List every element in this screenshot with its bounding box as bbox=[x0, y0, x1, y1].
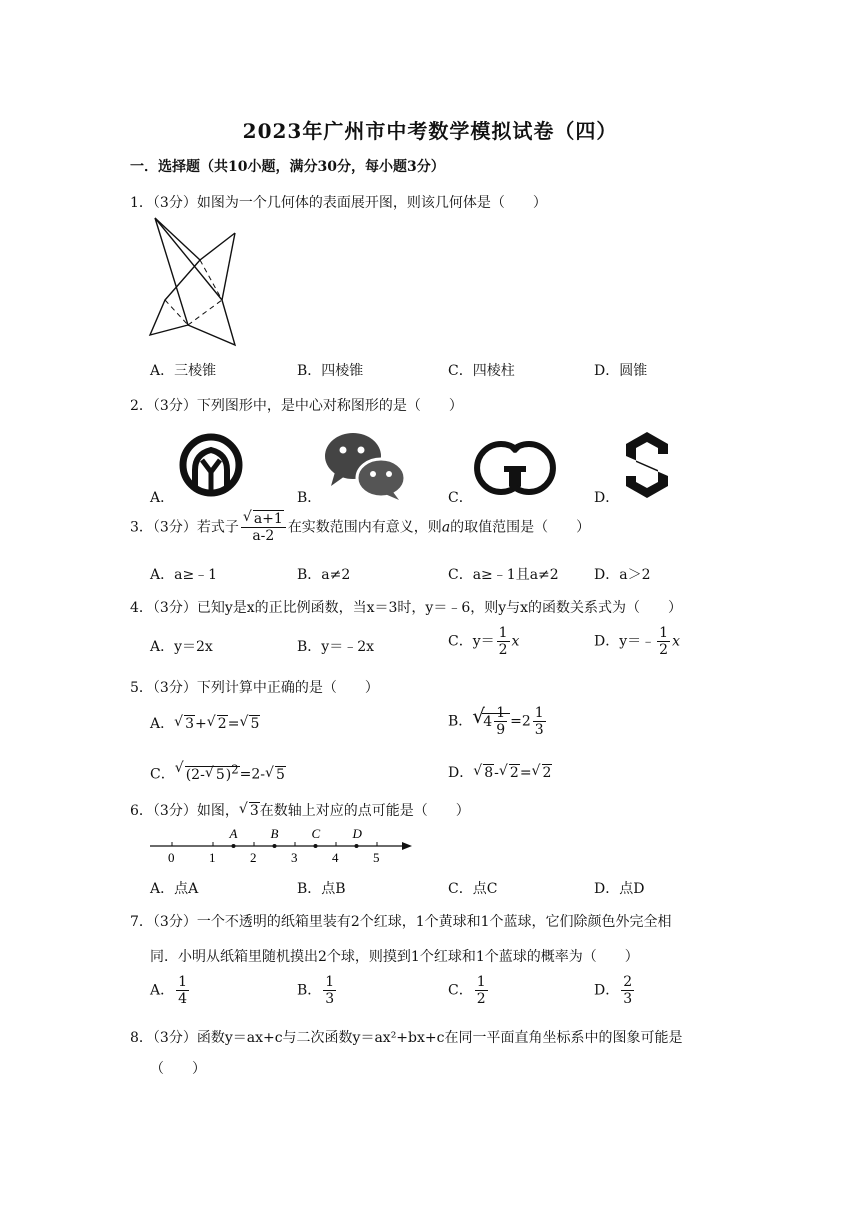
q4-option-b[interactable]: B．y＝﹣2x bbox=[297, 639, 374, 655]
q5-option-d[interactable] bbox=[448, 762, 552, 782]
number-line-tick-label: 1 bbox=[209, 850, 216, 865]
q5-c-eq: =2- bbox=[239, 766, 266, 783]
q7-option-d[interactable] bbox=[594, 975, 636, 1006]
q4-c-num: 1 bbox=[498, 625, 508, 641]
hexagon-s-icon bbox=[620, 428, 674, 500]
q5-d-root1: 8 bbox=[484, 765, 494, 781]
q2-option-a[interactable]: A． bbox=[150, 490, 175, 506]
q5-d-eq: = bbox=[519, 765, 532, 781]
q7-line2: 同．小明从纸箱里随机摸出2个球，则摸到1个红球和1个蓝球的概率为（ ） bbox=[150, 949, 639, 965]
q5-d-label: D． bbox=[448, 765, 474, 781]
q6-stem bbox=[130, 800, 470, 820]
q5-c-root: 5 bbox=[215, 766, 225, 783]
q7-line1: 7．（3分）一个不透明的纸箱里装有2个红球，1个黄球和1个蓝球，它们除颜色外完全相 bbox=[130, 914, 672, 930]
number-line-point bbox=[314, 844, 318, 848]
q5-a-label: A． bbox=[150, 716, 175, 732]
chat-bubbles-icon bbox=[323, 430, 407, 500]
q4-c-den: 2 bbox=[498, 642, 508, 658]
q4-option-d[interactable] bbox=[594, 626, 680, 657]
q5-c-root2: 5 bbox=[276, 766, 285, 783]
q7-d-num: 2 bbox=[623, 974, 633, 990]
q5-b-whole: 4 bbox=[483, 713, 493, 730]
q6-post: 在数轴上对应的点可能是（ ） bbox=[259, 803, 470, 819]
q7-option-b[interactable] bbox=[297, 975, 338, 1006]
q5-a-root3: 5 bbox=[250, 716, 260, 732]
q7-c-den: 2 bbox=[476, 991, 486, 1007]
q5-option-c[interactable] bbox=[150, 762, 286, 784]
q5-d-root3: 2 bbox=[542, 765, 552, 781]
number-line-tick-label: 5 bbox=[373, 850, 380, 865]
q5-b-rden: 3 bbox=[534, 722, 544, 738]
q4-d-num: 1 bbox=[659, 625, 669, 641]
q7-option-c[interactable] bbox=[448, 975, 490, 1006]
number-line-point-label: C bbox=[311, 826, 321, 841]
number-line-tick-label: 0 bbox=[168, 850, 175, 865]
q2-option-d[interactable]: D． bbox=[594, 490, 620, 506]
number-line-tick-label: 4 bbox=[332, 850, 339, 865]
q7-a-num: 1 bbox=[178, 974, 188, 990]
q5-d-root2: 2 bbox=[509, 765, 519, 781]
number-line-point-label: B bbox=[270, 826, 279, 841]
q5-option-b[interactable] bbox=[448, 706, 548, 737]
q1-net-figure bbox=[150, 215, 240, 355]
q3-stem-post: 在实数范围内有意义，则 bbox=[287, 519, 442, 536]
q5-b-label: B． bbox=[448, 713, 473, 730]
q7-d-label: D． bbox=[594, 982, 620, 999]
q8-line1: 8．（3分）函数y＝ax+c与二次函数y＝ax²+bx+c在同一平面直角坐标系中的图象可能是 bbox=[130, 1030, 683, 1046]
q1-option-d[interactable]: D．圆锥 bbox=[594, 363, 648, 379]
q5-a-root1: 3 bbox=[185, 716, 195, 732]
q3-option-b[interactable]: B．a≠2 bbox=[297, 567, 351, 583]
q7-option-a[interactable] bbox=[150, 975, 191, 1006]
q4-option-a[interactable]: A．y＝2x bbox=[150, 639, 213, 655]
q2-option-c[interactable]: C． bbox=[448, 490, 473, 506]
q3-option-a[interactable]: A．a≥﹣1 bbox=[150, 567, 218, 583]
q2-option-b[interactable]: B． bbox=[297, 490, 322, 506]
q3-denominator: a-2 bbox=[252, 528, 275, 544]
number-line-point bbox=[232, 844, 236, 848]
q4-option-c[interactable] bbox=[448, 626, 519, 657]
q4-d-den: 2 bbox=[659, 642, 669, 658]
q7-c-num: 1 bbox=[476, 974, 486, 990]
q4-d-x: x bbox=[672, 633, 680, 650]
q6-root: 3 bbox=[249, 803, 259, 819]
interlocking-g-icon bbox=[474, 437, 556, 499]
number-line-point-label: A bbox=[229, 826, 238, 841]
q7-b-label: B． bbox=[297, 982, 322, 999]
number-line-tick-label: 2 bbox=[250, 850, 257, 865]
q2-stem: 2．（3分）下列图形中，是中心对称图形的是（ ） bbox=[130, 398, 463, 414]
number-line bbox=[150, 824, 420, 868]
q4-c-x: x bbox=[511, 633, 520, 650]
q7-d-den: 3 bbox=[623, 991, 633, 1007]
q6-option-b[interactable]: B．点B bbox=[297, 881, 346, 897]
q7-c-label: C． bbox=[448, 982, 473, 999]
q5-b-eq: =2 bbox=[510, 713, 531, 730]
q3-stem-post2: 的取值范围是（ ） bbox=[450, 519, 591, 536]
q3-fraction bbox=[241, 512, 286, 543]
q3-option-c[interactable]: C．a≥﹣1且a≠2 bbox=[448, 567, 559, 583]
q1-option-c[interactable]: C．四棱柱 bbox=[448, 363, 515, 379]
q3-stem-pre: 3．（3分）若式子 bbox=[130, 519, 239, 536]
q4-option-c-label: C．y＝ bbox=[448, 633, 495, 650]
q5-a-plus: + bbox=[195, 716, 207, 732]
q7-a-den: 4 bbox=[178, 991, 188, 1007]
q7-a-label: A． bbox=[150, 982, 175, 999]
q3-option-d[interactable]: D．a＞2 bbox=[594, 567, 651, 583]
q4-option-c-frac bbox=[497, 626, 510, 657]
q5-c-inner: (2- bbox=[185, 766, 205, 783]
q5-b-num: 1 bbox=[496, 705, 506, 721]
q5-b-rnum: 1 bbox=[534, 705, 544, 721]
number-line-point-label: D bbox=[352, 826, 362, 841]
q5-b-den: 9 bbox=[496, 722, 506, 738]
q6-pre: 6．（3分）如图， bbox=[130, 803, 239, 819]
q4-stem: 4．（3分）已知y是x的正比例函数，当x＝3时，y＝﹣6，则y与x的函数关系式为（ ） bbox=[130, 600, 683, 616]
q1-option-a[interactable]: A．三棱锥 bbox=[150, 363, 217, 379]
q3-var: a bbox=[441, 519, 451, 536]
q1-option-b[interactable]: B．四棱锥 bbox=[297, 363, 364, 379]
q5-c-label: C． bbox=[150, 766, 175, 783]
section-heading: 一．选择题（共10小题，满分30分，每小题3分） bbox=[130, 159, 445, 175]
q5-c-close: ) bbox=[225, 766, 232, 783]
q5-a-eq: = bbox=[227, 716, 240, 732]
q1-stem: 1．（3分）如图为一个几何体的表面展开图，则该几何体是（ ） bbox=[130, 195, 547, 211]
q4-option-d-label: D．y＝﹣ bbox=[594, 633, 656, 650]
q7-b-num: 1 bbox=[325, 974, 335, 990]
q7-b-den: 3 bbox=[325, 991, 335, 1007]
q5-d-minus: - bbox=[494, 765, 499, 781]
q3-numerator: a+1 bbox=[253, 511, 283, 527]
q5-stem: 5．（3分）下列计算中正确的是（ ） bbox=[130, 680, 379, 696]
q8-line2: （ ） bbox=[150, 1061, 206, 1077]
page-title: 2023年广州市中考数学模拟试卷（四） bbox=[242, 119, 618, 143]
q5-option-a[interactable] bbox=[150, 713, 260, 733]
q4-option-d-frac bbox=[657, 626, 670, 657]
q6-option-c[interactable]: C．点C bbox=[448, 881, 498, 897]
q3-stem bbox=[130, 512, 590, 543]
number-line-tick-label: 3 bbox=[291, 850, 298, 865]
number-line-point bbox=[355, 844, 359, 848]
number-line-point bbox=[273, 844, 277, 848]
q5-a-root2: 2 bbox=[217, 716, 227, 732]
q6-option-d[interactable]: D．点D bbox=[594, 881, 645, 897]
q6-option-a[interactable]: A．点A bbox=[150, 881, 199, 897]
circle-logo-icon bbox=[178, 432, 244, 498]
q5-c-exp: 2 bbox=[231, 762, 239, 776]
